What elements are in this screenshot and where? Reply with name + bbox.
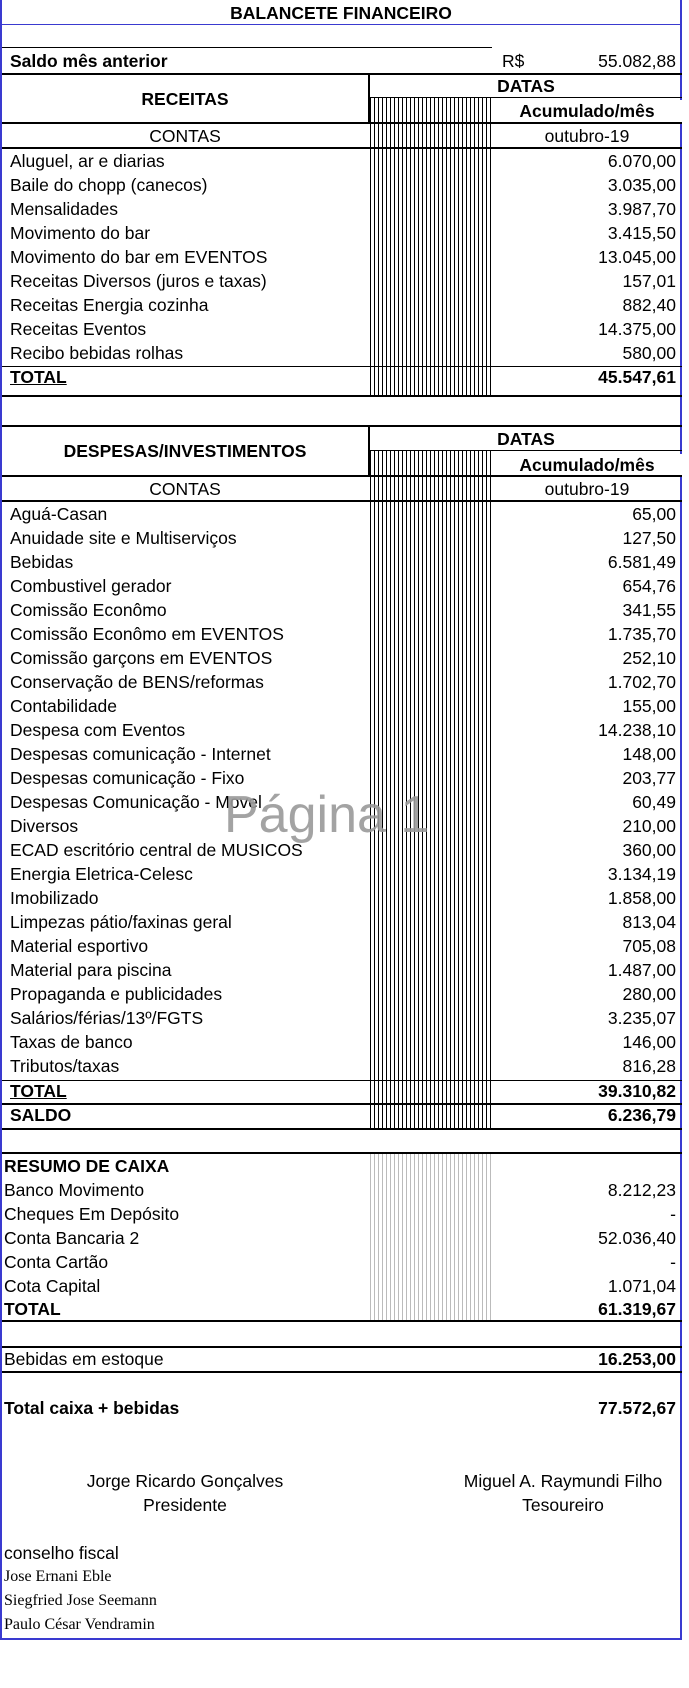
resumo-value: 8.212,23 <box>607 1180 676 1200</box>
saldo-anterior-label: Saldo mês anterior <box>10 51 168 71</box>
despesa-value: 14.238,10 <box>598 720 676 740</box>
receita-name: Movimento do bar em EVENTOS <box>10 247 268 267</box>
despesa-value: 654,76 <box>622 576 676 596</box>
despesa-value: 3.134,19 <box>607 864 676 884</box>
receita-name: Receitas Eventos <box>10 319 147 339</box>
resumo-name: Banco Movimento <box>4 1180 145 1200</box>
saldo-anterior-value: 55.082,88 <box>598 51 676 71</box>
receitas-heading: RECEITAS <box>141 89 229 109</box>
resumo-name: Cheques Em Depósito <box>4 1204 180 1224</box>
receita-name: Receitas Energia cozinha <box>10 295 209 315</box>
saldo-value: 6.236,79 <box>607 1105 676 1125</box>
receita-name: Movimento do bar <box>10 223 151 243</box>
receita-name: Receitas Diversos (juros e taxas) <box>10 271 267 291</box>
resumo-name: Conta Bancaria 2 <box>4 1228 140 1248</box>
despesa-name: Material esportivo <box>10 936 149 956</box>
rule <box>2 395 682 397</box>
resumo-value: - <box>670 1252 676 1272</box>
receita-value: 580,00 <box>622 343 676 363</box>
despesa-value: 1.487,00 <box>607 960 676 980</box>
receitas-total-value: 45.547,61 <box>598 367 676 387</box>
page-watermark: Página 1 <box>224 786 430 844</box>
rule <box>2 1320 682 1322</box>
total-caixa-label: Total caixa + bebidas <box>4 1398 180 1418</box>
despesa-name: Aguá-Casan <box>10 504 108 524</box>
despesa-value: 60,49 <box>632 792 676 812</box>
receita-value: 14.375,00 <box>598 319 676 339</box>
frame-top-rule <box>0 24 682 25</box>
treasurer-name: Miguel A. Raymundi Filho <box>463 1471 663 1491</box>
despesa-value: 155,00 <box>622 696 676 716</box>
conselho-member: Paulo César Vendramin <box>4 1616 155 1633</box>
despesa-value: 6.581,49 <box>607 552 676 572</box>
despesa-value: 3.235,07 <box>607 1008 676 1028</box>
despesa-name: Anuidade site e Multiserviços <box>10 528 237 548</box>
conselho-member: Siegfried Jose Seemann <box>4 1592 157 1609</box>
despesas-total-value: 39.310,82 <box>598 1081 676 1101</box>
receita-value: 3.415,50 <box>607 223 676 243</box>
frame-bottom <box>0 1638 682 1640</box>
receita-value: 882,40 <box>622 295 676 315</box>
despesa-value: 210,00 <box>622 816 676 836</box>
bebidas-estoque-value: 16.253,00 <box>598 1349 676 1369</box>
despesa-value: 127,50 <box>622 528 676 548</box>
despesa-value: 705,08 <box>622 936 676 956</box>
rule <box>368 450 682 451</box>
rule <box>2 425 682 427</box>
receita-name: Mensalidades <box>10 199 118 219</box>
despesa-value: 203,77 <box>622 768 676 788</box>
despesa-name: Conservação de BENS/reformas <box>10 672 264 692</box>
receita-name: Recibo bebidas rolhas <box>10 343 184 363</box>
despesa-name: Taxas de banco <box>10 1032 133 1052</box>
receitas-acumulado: Acumulado/mês <box>492 100 682 122</box>
saldo-label: SALDO <box>10 1105 72 1125</box>
despesa-value: 146,00 <box>622 1032 676 1052</box>
despesa-name: Despesa com Eventos <box>10 720 186 740</box>
rule <box>2 1152 682 1154</box>
conselho-member: Jose Ernani Eble <box>4 1568 112 1585</box>
rule <box>2 500 682 502</box>
despesa-name: Material para piscina <box>10 960 172 980</box>
despesa-value: 1.735,70 <box>607 624 676 644</box>
despesas-acumulado: Acumulado/mês <box>492 454 682 476</box>
despesa-name: Limpezas pátio/faxinas geral <box>10 912 232 932</box>
resumo-value: - <box>670 1204 676 1224</box>
despesa-name: ECAD escritório central de MUSICOS <box>10 840 303 860</box>
resumo-name: Conta Cartão <box>4 1252 109 1272</box>
despesa-value: 1.702,70 <box>607 672 676 692</box>
despesas-contas: CONTAS <box>149 479 221 499</box>
receita-name: Baile do chopp (canecos) <box>10 175 208 195</box>
despesa-value: 360,00 <box>622 840 676 860</box>
despesas-month: outubro-19 <box>544 479 630 499</box>
despesa-name: Salários/férias/13º/FGTS <box>10 1008 204 1028</box>
receitas-column-grid <box>370 97 492 395</box>
rule <box>368 97 682 98</box>
despesa-name: Imobilizado <box>10 888 99 908</box>
despesa-value: 280,00 <box>622 984 676 1004</box>
president-role: Presidente <box>143 1495 227 1515</box>
receitas-month: outubro-19 <box>544 126 630 146</box>
despesa-value: 341,55 <box>622 600 676 620</box>
despesa-name: Combustivel gerador <box>10 576 172 596</box>
receita-value: 3.035,00 <box>607 175 676 195</box>
despesa-name: Comissão Econômo em EVENTOS <box>10 624 284 644</box>
despesa-value: 816,28 <box>622 1056 676 1076</box>
frame-left <box>0 0 2 1640</box>
total-caixa-value: 77.572,67 <box>598 1398 676 1418</box>
despesa-name: Tributos/taxas <box>10 1056 120 1076</box>
rule <box>2 47 492 48</box>
bebidas-estoque-label: Bebidas em estoque <box>4 1349 164 1369</box>
receita-value: 3.987,70 <box>607 199 676 219</box>
page-title: BALANCETE FINANCEIRO <box>230 3 452 23</box>
despesa-name: Despesas Comunicação - Movel <box>10 792 262 812</box>
despesa-name: Despesas comunicação - Fixo <box>10 768 245 788</box>
resumo-value: 52.036,40 <box>598 1228 676 1248</box>
despesa-name: Energia Eletrica-Celesc <box>10 864 193 884</box>
receita-value: 6.070,00 <box>607 151 676 171</box>
receitas-total-label: TOTAL <box>10 367 67 387</box>
despesa-name: Contabilidade <box>10 696 118 716</box>
despesas-datas: DATAS <box>497 429 555 449</box>
president-name: Jorge Ricardo Gonçalves <box>86 1471 284 1491</box>
receitas-contas: CONTAS <box>149 126 221 146</box>
receita-value: 157,01 <box>622 271 676 291</box>
receita-name: Aluguel, ar e diarias <box>10 151 165 171</box>
receita-value: 13.045,00 <box>598 247 676 267</box>
despesa-value: 65,00 <box>632 504 676 524</box>
despesa-value: 252,10 <box>622 648 676 668</box>
rule <box>2 475 682 477</box>
resumo-name: Cota Capital <box>4 1276 101 1296</box>
resumo-total-value: 61.319,67 <box>598 1299 676 1319</box>
despesas-heading: DESPESAS/INVESTIMENTOS <box>63 441 307 461</box>
despesa-name: Diversos <box>10 816 79 836</box>
resumo-heading: RESUMO DE CAIXA <box>4 1156 170 1176</box>
receitas-datas: DATAS <box>497 76 555 96</box>
despesa-name: Bebidas <box>10 552 74 572</box>
despesa-value: 148,00 <box>622 744 676 764</box>
despesa-name: Comissão Econômo <box>10 600 167 620</box>
despesas-total-label: TOTAL <box>10 1081 67 1101</box>
despesa-name: Comissão garçons em EVENTOS <box>10 648 273 668</box>
rule <box>2 122 682 124</box>
despesa-value: 813,04 <box>622 912 676 932</box>
rule <box>2 1128 682 1130</box>
resumo-total-label: TOTAL <box>4 1299 61 1319</box>
conselho-label: conselho fiscal <box>4 1543 119 1563</box>
rule <box>2 147 682 149</box>
frame-right <box>680 0 682 1640</box>
treasurer-role: Tesoureiro <box>522 1495 604 1515</box>
rule <box>2 1371 682 1373</box>
despesa-name: Propaganda e publicidades <box>10 984 223 1004</box>
resumo-value: 1.071,04 <box>607 1276 676 1296</box>
despesa-value: 1.858,00 <box>607 888 676 908</box>
currency-symbol: R$ <box>502 51 525 71</box>
resumo-column-grid <box>370 1152 492 1320</box>
despesa-name: Despesas comunicação - Internet <box>10 744 271 764</box>
